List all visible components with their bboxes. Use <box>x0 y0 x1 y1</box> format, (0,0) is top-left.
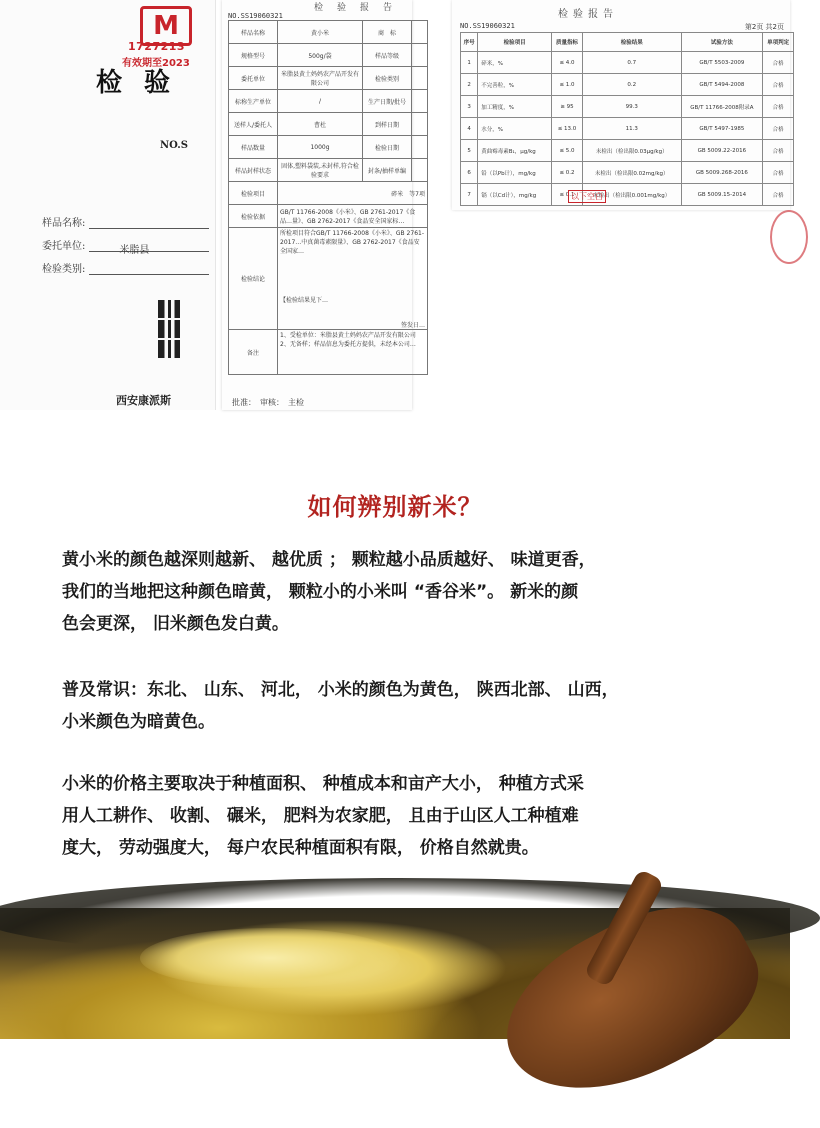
info-signatures: 批准： 审核： 主检 <box>232 398 304 407</box>
table-row: 样品封样状态 固体,塑料袋装,未封样,符合检验要求 封条/抽样单编 <box>229 159 428 182</box>
report-cover-number: NO.S <box>160 140 188 151</box>
table-row: 7 镉（以Cd计），mg/kg ≤ 0.1 未检出（检出限0.001mg/kg） GB 5009.15-2014 合格 <box>461 184 794 206</box>
info-sign-date: 签发日… <box>400 322 425 329</box>
table-row: 2 不完善粒，% ≤ 1.0 0.2 GB/T 5494-2008 合格 <box>461 74 794 96</box>
table-row: 3 加工精度，% ≥ 95 99.3 GB/T 11766-2008附录A 合格 <box>461 96 794 118</box>
table-row: 标称生产单位 / 生产日期/批号 <box>229 90 428 113</box>
table-row: 检验结论 所检项目符合GB/T 11766-2008《小米》、GB 2761-2017…中真菌毒素限量》、GB 2762-2017《食品安全国家… 【检验结果见下… 签发日… <box>229 228 428 330</box>
results-page-indicator: 第2页 共2页 <box>744 23 784 31</box>
report-cover-page <box>0 0 216 410</box>
cma-cert-number: 1727213 <box>128 40 186 53</box>
report-cover-organization: 西安康派斯 <box>116 394 171 407</box>
results-report-number: NO.SS19060321 <box>460 22 515 30</box>
report-results-page <box>452 0 790 210</box>
paragraph-price: 小米的价格主要取决于种植面积、 种植成本和亩产大小， 种植方式采 用人工耕作、 收割、 碾米， 肥料为农家肥， 且由于山区人工种植难 度大， 劳动强度大， 每户农民种植面积有限， 价格自然就贵。 <box>62 774 584 858</box>
cover-field-client: 委托单位: 米脂县 <box>42 237 209 252</box>
cover-field-category: 检验类别: <box>42 260 209 275</box>
cma-valid-until: 有效期至2023 <box>122 58 190 69</box>
table-row: 检验项目 碎米 等7项 <box>229 182 428 205</box>
table-row: 送样人/委托人 曹杜 到样日期 <box>229 113 428 136</box>
table-row: 检验依据 GB/T 11766-2008《小米》、GB 2761-2017《食品…量》、GB 2762-2017《食品安全国家标… <box>229 205 428 228</box>
info-conclusion-note: 【检验结果见下… <box>280 297 329 304</box>
table-row: 规格型号 500g/袋 样品等级 <box>229 44 428 67</box>
red-seal-stamp-icon <box>770 210 808 264</box>
paragraph-new-rice: 黄小米的颜色越深则越新、 越优质 ； 颗粒越小品质越好、 味道更香， 我们的当地把这种颜色暗黄， 颗粒小的小米叫 “香谷米”。 新米的颜 色会更深， 旧米颜色发白黄。 <box>62 550 596 634</box>
report-info-table <box>228 20 428 375</box>
info-report-title: 检验报告 <box>314 3 407 13</box>
table-row: 6 铅（以Pb计），mg/kg ≤ 0.2 未检出（检出限0.02mg/kg） GB 5009.268-2016 合格 <box>461 162 794 184</box>
millet-porridge-photo <box>0 908 790 1039</box>
results-report-title: 检验报告 <box>558 9 618 20</box>
cover-field-sample: 样品名称: <box>42 214 209 229</box>
table-header-row: 序号 检验项目 质量指标 检验结果 试验方法 单项判定 <box>461 33 794 52</box>
results-table <box>460 32 794 206</box>
table-row: 4 水分，% ≤ 13.0 11.3 GB/T 5497-1985 合格 <box>461 118 794 140</box>
table-row: 备注 1、受检单位：米脂县黄土妈妈农产品开发有限公司 2、无备样；样品信息为委托方提供，未经本公司… <box>229 330 428 375</box>
cma-logo-icon: M <box>140 6 192 46</box>
table-row: 5 黄曲霉毒素B₁，μg/kg ≤ 5.0 未检出（检出限0.03μg/kg） GB 5009.22-2016 合格 <box>461 140 794 162</box>
section-heading: 如何辨别新米？ <box>307 493 483 521</box>
table-row: 样品名称 黄小米 商 标 <box>229 21 428 44</box>
table-row: 样品数量 1000g 检验日期 <box>229 136 428 159</box>
table-row: 1 碎米，% ≤ 4.0 0.7 GB/T 5503-2009 合格 <box>461 52 794 74</box>
qr-code-icon <box>158 300 180 360</box>
info-report-number: NO.SS19060321 <box>228 12 283 20</box>
report-info-page <box>222 0 425 410</box>
porridge-surface <box>140 928 400 988</box>
table-row: 委托单位 米脂县黄土妈妈农产品开发有限公司 检验类别 <box>229 67 428 90</box>
paragraph-common-knowledge: 普及常识：东北、 山东、 河北， 小米的颜色为黄色， 陕西北部、 山西， 小米颜色为暗黄色。 <box>62 680 619 732</box>
report-cover-title: 检验 <box>96 68 193 98</box>
inspection-report-images <box>0 0 790 440</box>
blank-below-stamp: 以下空白 <box>568 190 606 203</box>
